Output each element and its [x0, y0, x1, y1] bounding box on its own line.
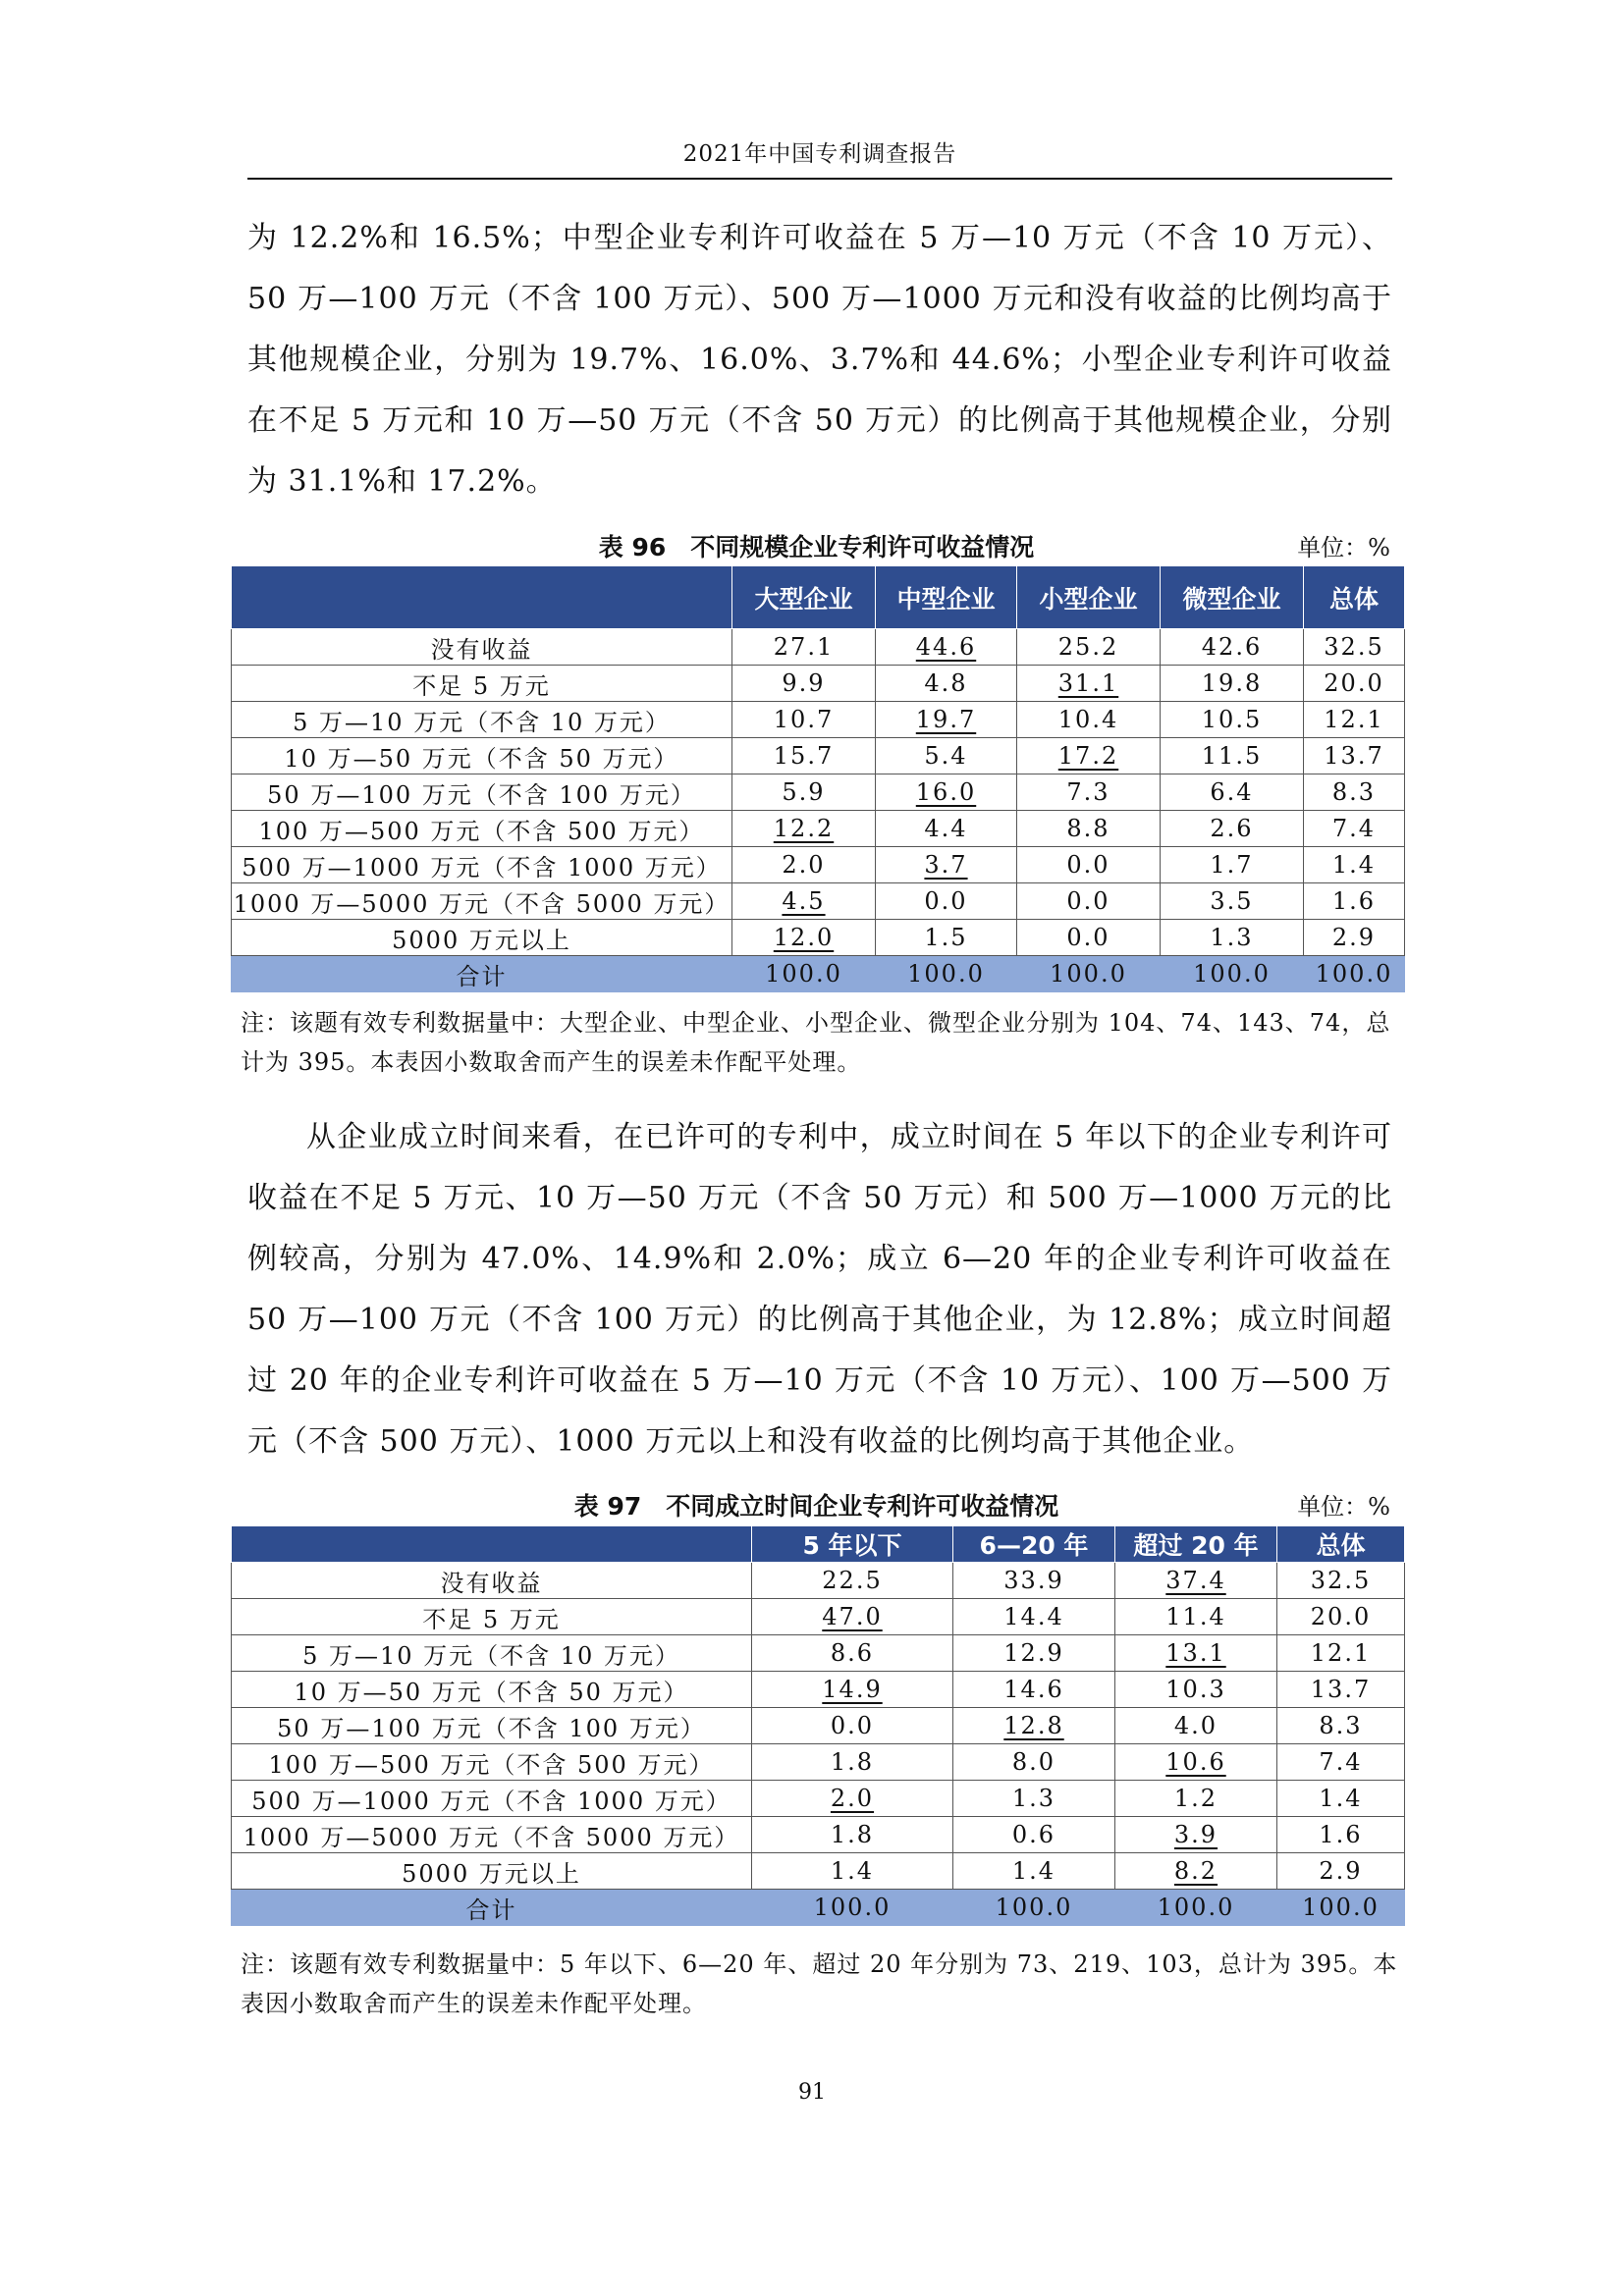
value-cell: 7.3 [1017, 774, 1161, 811]
value-cell: 17.2 [1017, 738, 1161, 774]
row-label: 5 万—10 万元（不含 10 万元） [232, 702, 732, 738]
column-header: 超过 20 年 [1115, 1526, 1277, 1563]
value-cell: 1.3 [953, 1781, 1115, 1817]
value-cell: 8.3 [1304, 774, 1405, 811]
row-label: 没有收益 [232, 1563, 752, 1599]
value-cell: 10.3 [1115, 1672, 1277, 1708]
value-cell: 1.2 [1115, 1781, 1277, 1817]
value-cell: 8.3 [1277, 1708, 1405, 1744]
value-cell: 42.6 [1161, 629, 1304, 666]
value-cell: 14.4 [953, 1599, 1115, 1635]
column-header: 微型企业 [1161, 566, 1304, 629]
table-row [232, 1563, 1405, 1599]
table-96-caption [231, 524, 1402, 563]
value-cell: 11.4 [1115, 1599, 1277, 1635]
value-cell: 12.2 [732, 811, 876, 847]
row-label: 10 万—50 万元（不含 50 万元） [232, 738, 732, 774]
value-cell: 19.8 [1161, 666, 1304, 702]
value-cell: 32.5 [1277, 1563, 1405, 1599]
total-value-cell: 100.0 [732, 956, 876, 992]
column-header: 6—20 年 [953, 1526, 1115, 1563]
column-header: 中型企业 [876, 566, 1017, 629]
value-cell: 1.6 [1277, 1817, 1405, 1853]
running-header: 2021年中国专利调查报告 [682, 141, 957, 167]
row-label: 不足 5 万元 [232, 666, 732, 702]
total-row [232, 956, 1405, 992]
value-cell: 2.0 [732, 847, 876, 883]
value-cell: 8.2 [1115, 1853, 1277, 1890]
table-unit-label: 单位：% [1297, 1493, 1390, 1521]
table-97-caption [231, 1483, 1402, 1522]
row-label: 5000 万元以上 [232, 1853, 752, 1890]
table-97-note: 注：该题有效专利数据量中：5 年以下、6—20 年、超过 20 年分别为 73、219、103，总计为 395。本表因小数取舍而产生的误差未作配平处理。 [241, 1950, 1398, 2017]
value-cell: 14.9 [752, 1672, 953, 1708]
body-paragraph-1 [247, 208, 1392, 512]
table-row [232, 1781, 1405, 1817]
value-cell: 4.8 [876, 666, 1017, 702]
row-label: 100 万—500 万元（不含 500 万元） [232, 811, 732, 847]
value-cell: 1.8 [752, 1744, 953, 1781]
table-row [232, 1635, 1405, 1672]
value-cell: 4.0 [1115, 1708, 1277, 1744]
value-cell: 1.7 [1161, 847, 1304, 883]
value-cell: 11.5 [1161, 738, 1304, 774]
table-caption-title: 表 96 不同规模企业专利许可收益情况 [598, 533, 1035, 561]
row-label: 1000 万—5000 万元（不含 5000 万元） [232, 883, 732, 920]
row-label: 没有收益 [232, 629, 732, 666]
table-row [232, 920, 1405, 956]
value-cell: 12.1 [1304, 702, 1405, 738]
value-cell: 10.5 [1161, 702, 1304, 738]
value-cell: 7.4 [1304, 811, 1405, 847]
total-label: 合计 [232, 1890, 752, 1926]
table-row [232, 847, 1405, 883]
table-row [232, 629, 1405, 666]
column-header: 小型企业 [1017, 566, 1161, 629]
table-row [232, 883, 1405, 920]
row-label: 5 万—10 万元（不含 10 万元） [232, 1635, 752, 1672]
table-row [232, 774, 1405, 811]
value-cell: 20.0 [1277, 1599, 1405, 1635]
value-cell: 1.6 [1304, 883, 1405, 920]
total-value-cell: 100.0 [953, 1890, 1115, 1926]
value-cell: 4.5 [732, 883, 876, 920]
table-97 [231, 1525, 1405, 1926]
total-value-cell: 100.0 [1115, 1890, 1277, 1926]
table-row [232, 1817, 1405, 1853]
row-label: 10 万—50 万元（不含 50 万元） [232, 1672, 752, 1708]
column-header: 总体 [1277, 1526, 1405, 1563]
table-header-row [232, 566, 1405, 629]
value-cell: 5.9 [732, 774, 876, 811]
value-cell: 13.1 [1115, 1635, 1277, 1672]
table-row [232, 1853, 1405, 1890]
table-caption-title: 表 97 不同成立时间企业专利许可收益情况 [573, 1492, 1059, 1521]
table-row [232, 1708, 1405, 1744]
table-row [232, 666, 1405, 702]
value-cell: 2.0 [752, 1781, 953, 1817]
column-header: 5 年以下 [752, 1526, 953, 1563]
value-cell: 4.4 [876, 811, 1017, 847]
value-cell: 8.0 [953, 1744, 1115, 1781]
row-label: 1000 万—5000 万元（不含 5000 万元） [232, 1817, 752, 1853]
value-cell: 10.7 [732, 702, 876, 738]
value-cell: 1.3 [1161, 920, 1304, 956]
total-value-cell: 100.0 [1304, 956, 1405, 992]
total-value-cell: 100.0 [1277, 1890, 1405, 1926]
table-row [232, 1744, 1405, 1781]
value-cell: 0.0 [1017, 920, 1161, 956]
value-cell: 16.0 [876, 774, 1017, 811]
value-cell: 2.6 [1161, 811, 1304, 847]
value-cell: 25.2 [1017, 629, 1161, 666]
total-value-cell: 100.0 [752, 1890, 953, 1926]
value-cell: 7.4 [1277, 1744, 1405, 1781]
table-row [232, 738, 1405, 774]
value-cell: 5.4 [876, 738, 1017, 774]
column-header: 大型企业 [732, 566, 876, 629]
value-cell: 0.6 [953, 1817, 1115, 1853]
row-label: 50 万—100 万元（不含 100 万元） [232, 1708, 752, 1744]
value-cell: 12.0 [732, 920, 876, 956]
total-value-cell: 100.0 [876, 956, 1017, 992]
value-cell: 1.4 [1277, 1781, 1405, 1817]
value-cell: 2.9 [1304, 920, 1405, 956]
row-label: 50 万—100 万元（不含 100 万元） [232, 774, 732, 811]
total-row [232, 1890, 1405, 1926]
header-rule [247, 178, 1392, 180]
value-cell: 8.6 [752, 1635, 953, 1672]
value-cell: 44.6 [876, 629, 1017, 666]
table-unit-label: 单位：% [1297, 534, 1390, 561]
table-row [232, 1672, 1405, 1708]
paragraph-text: 为 12.2%和 16.5%；中型企业专利许可收益在 5 万—10 万元（不含 10 万元）、50 万—100 万元（不含 100 万元）、500 万—1000 万元和没有收益的比例均高于其他规模企业，分别为 19.7%、16.0%、3.7%和 44.6%；小型企业专利许可收益在不足 5 万元和 10 万—50 万元（不含 50 万元）的比例高于其他规模企业，分别为 31.1%和 17.2%。 [247, 221, 1392, 499]
value-cell: 0.0 [876, 883, 1017, 920]
value-cell: 27.1 [732, 629, 876, 666]
value-cell: 0.0 [1017, 847, 1161, 883]
value-cell: 14.6 [953, 1672, 1115, 1708]
header-cell-blank [232, 566, 732, 629]
value-cell: 6.4 [1161, 774, 1304, 811]
row-label: 不足 5 万元 [232, 1599, 752, 1635]
value-cell: 1.8 [752, 1817, 953, 1853]
table-header-row [232, 1526, 1405, 1563]
value-cell: 8.8 [1017, 811, 1161, 847]
total-label: 合计 [232, 956, 732, 992]
table-row [232, 702, 1405, 738]
value-cell: 13.7 [1277, 1672, 1405, 1708]
header-cell-blank [232, 1526, 752, 1563]
value-cell: 32.5 [1304, 629, 1405, 666]
value-cell: 1.4 [953, 1853, 1115, 1890]
value-cell: 12.8 [953, 1708, 1115, 1744]
value-cell: 31.1 [1017, 666, 1161, 702]
total-value-cell: 100.0 [1017, 956, 1161, 992]
value-cell: 3.5 [1161, 883, 1304, 920]
column-header: 总体 [1304, 566, 1405, 629]
value-cell: 9.9 [732, 666, 876, 702]
value-cell: 12.1 [1277, 1635, 1405, 1672]
row-label: 100 万—500 万元（不含 500 万元） [232, 1744, 752, 1781]
value-cell: 19.7 [876, 702, 1017, 738]
table-96-note: 注：该题有效专利数据量中：大型企业、中型企业、小型企业、微型企业分别为 104、74、143、74，总计为 395。本表因小数取舍而产生的误差未作配平处理。 [241, 1009, 1391, 1076]
value-cell: 20.0 [1304, 666, 1405, 702]
value-cell: 1.4 [752, 1853, 953, 1890]
value-cell: 13.7 [1304, 738, 1405, 774]
table-row [232, 811, 1405, 847]
total-value-cell: 100.0 [1161, 956, 1304, 992]
value-cell: 0.0 [752, 1708, 953, 1744]
value-cell: 10.4 [1017, 702, 1161, 738]
row-label: 500 万—1000 万元（不含 1000 万元） [232, 1781, 752, 1817]
value-cell: 0.0 [1017, 883, 1161, 920]
body-paragraph-2 [247, 1107, 1392, 1472]
value-cell: 37.4 [1115, 1563, 1277, 1599]
value-cell: 33.9 [953, 1563, 1115, 1599]
value-cell: 1.5 [876, 920, 1017, 956]
value-cell: 10.6 [1115, 1744, 1277, 1781]
table-96 [231, 565, 1405, 992]
page-number: 91 [798, 2080, 826, 2105]
value-cell: 15.7 [732, 738, 876, 774]
table-row [232, 1599, 1405, 1635]
value-cell: 12.9 [953, 1635, 1115, 1672]
paragraph-text: 从企业成立时间来看，在已许可的专利中，成立时间在 5 年以下的企业专利许可收益在不足 5 万元、10 万—50 万元（不含 50 万元）和 500 万—1000 万元的比例较高，分别为 47.0%、14.9%和 2.0%；成立 6—20 年的企业专利许可收益在 50 万—100 万元（不含 100 万元）的比例高于其他企业，为 12.8%；成立时间超过 20 年的企业专利许可收益在 5 万—10 万元（不含 10 万元）、100 万—500 万元（不含 500 万元）、1000 万元以上和没有收益的比例均高于其他企业。 [247, 1120, 1392, 1459]
value-cell: 3.7 [876, 847, 1017, 883]
value-cell: 47.0 [752, 1599, 953, 1635]
value-cell: 3.9 [1115, 1817, 1277, 1853]
row-label: 5000 万元以上 [232, 920, 732, 956]
value-cell: 2.9 [1277, 1853, 1405, 1890]
row-label: 500 万—1000 万元（不含 1000 万元） [232, 847, 732, 883]
value-cell: 1.4 [1304, 847, 1405, 883]
value-cell: 22.5 [752, 1563, 953, 1599]
